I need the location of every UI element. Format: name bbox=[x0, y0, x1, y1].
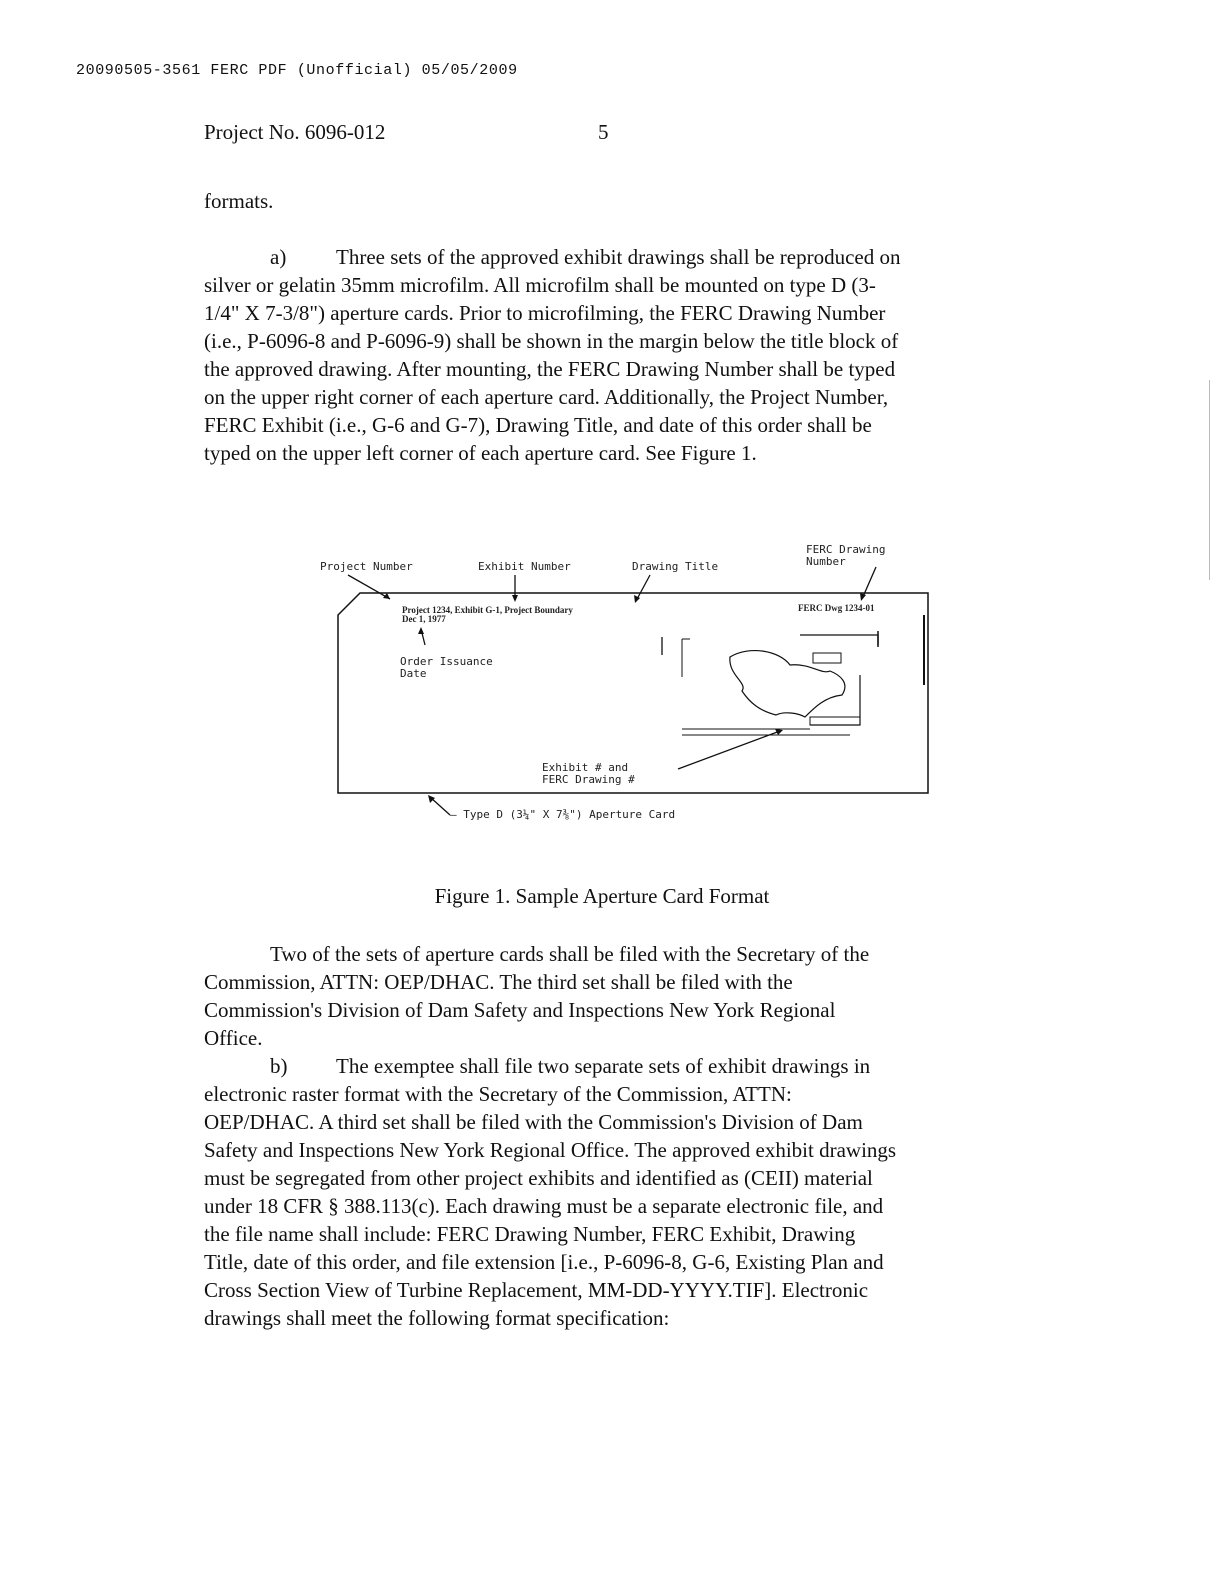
arrow-project-number bbox=[348, 575, 390, 599]
paragraph-line: Commission, ATTN: OEP/DHAC. The third set shall be filed with the bbox=[204, 970, 793, 994]
arrow-ferc-drawing bbox=[862, 567, 876, 599]
label-ferc-drawing: FERC Drawing bbox=[806, 543, 886, 556]
paragraph-b-line: Cross Section View of Turbine Replacement, MM-DD-YYYY.TIF]. Electronic bbox=[204, 1278, 869, 1302]
paragraph-a-line: 1/4" X 7-3/8") aperture cards. Prior to microfilming, the FERC Drawing Number bbox=[204, 301, 886, 325]
paragraph-line: Commission's Division of Dam Safety and Inspections New York Regional bbox=[204, 998, 836, 1022]
label-exhibit-and-ferc-drawing: FERC Drawing # bbox=[542, 773, 635, 786]
paragraph-b-line: Title, date of this order, and file extension [i.e., P-6096-8, G-6, Existing Plan and bbox=[204, 1250, 884, 1274]
paragraph-aperture-filing bbox=[204, 940, 1014, 1052]
paragraph-line: Two of the sets of aperture cards shall be filed with the Secretary of the bbox=[270, 942, 870, 966]
label-order-issuance: Order Issuance bbox=[400, 655, 493, 668]
figure-caption: Figure 1. Sample Aperture Card Format bbox=[434, 884, 770, 908]
paragraph-a-line: on the upper right corner of each aperture card. Additionally, the Project Number, bbox=[204, 385, 889, 409]
paragraph-b-label: b) bbox=[270, 1054, 288, 1078]
aperture-card-figure bbox=[310, 535, 950, 835]
paragraph-b-line: OEP/DHAC. A third set shall be filed with the Commission's Division of Dam bbox=[204, 1110, 863, 1134]
paragraph-line: Office. bbox=[204, 1026, 263, 1050]
label-ferc-drawing-number: Number bbox=[806, 555, 846, 568]
paragraph-a bbox=[204, 243, 1014, 467]
paragraph-a-label: a) bbox=[270, 245, 287, 269]
paragraph-b bbox=[204, 1052, 1014, 1332]
paragraph-b-line: electronic raster format with the Secretary of the Commission, ATTN: bbox=[204, 1082, 792, 1106]
card-project-exhibit-title: Project 1234, Exhibit G-1, Project Boundary bbox=[402, 605, 573, 615]
continued-text bbox=[204, 187, 1014, 215]
label-order-issuance-date: Date bbox=[400, 667, 427, 680]
paragraph-a-line: the approved drawing. After mounting, the FERC Drawing Number shall be typed bbox=[204, 357, 896, 381]
ferc-stamp-header: 20090505-3561 FERC PDF (Unofficial) 05/05/2009 bbox=[76, 62, 518, 79]
card-order-date: Dec 1, 1977 bbox=[402, 614, 446, 624]
page-number: 5 bbox=[598, 120, 609, 144]
paragraph-b-line: must be segregated from other project exhibits and identified as (CEII) material bbox=[204, 1166, 873, 1190]
paragraph-b-line: the file name shall include: FERC Drawing Number, FERC Exhibit, Drawing bbox=[204, 1222, 856, 1246]
paragraph-a-line: typed on the upper left corner of each aperture card. See Figure 1. bbox=[204, 441, 757, 465]
paragraph-b-line: Safety and Inspections New York Regional Office. The approved exhibit drawings bbox=[204, 1138, 897, 1162]
paragraph-a-line: silver or gelatin 35mm microfilm. All microfilm shall be mounted on type D (3- bbox=[204, 273, 876, 297]
label-project-number: Project Number bbox=[320, 560, 413, 573]
project-number-header: Project No. 6096-012 bbox=[204, 120, 386, 144]
label-exhibit-and-ferc: Exhibit # and bbox=[542, 761, 629, 774]
continued-word: formats. bbox=[204, 189, 274, 213]
label-drawing-title: Drawing Title bbox=[632, 560, 719, 573]
paragraph-b-line: b) The exemptee shall file two separate sets of exhibit drawings in bbox=[270, 1054, 871, 1078]
paragraph-b-line: under 18 CFR § 388.113(c). Each drawing must be a separate electronic file, and bbox=[204, 1194, 884, 1218]
paragraph-a-line: FERC Exhibit (i.e., G-6 and G-7), Drawing Title, and date of this order shall be bbox=[204, 413, 872, 437]
paragraph-a-line: a) Three sets of the approved exhibit drawings shall be reproduced on bbox=[270, 245, 901, 269]
card-ferc-dwg: FERC Dwg 1234-01 bbox=[798, 603, 875, 613]
label-card-type: — Type D (3¼" X 7⅜") Aperture Card bbox=[450, 808, 676, 821]
map-outline bbox=[730, 651, 845, 717]
scan-edge-line bbox=[1209, 380, 1210, 580]
paragraph-b-line: drawings shall meet the following format specification: bbox=[204, 1306, 670, 1330]
label-exhibit-number: Exhibit Number bbox=[478, 560, 571, 573]
paragraph-a-line: (i.e., P-6096-8 and P-6096-9) shall be shown in the margin below the title block of bbox=[204, 329, 899, 353]
